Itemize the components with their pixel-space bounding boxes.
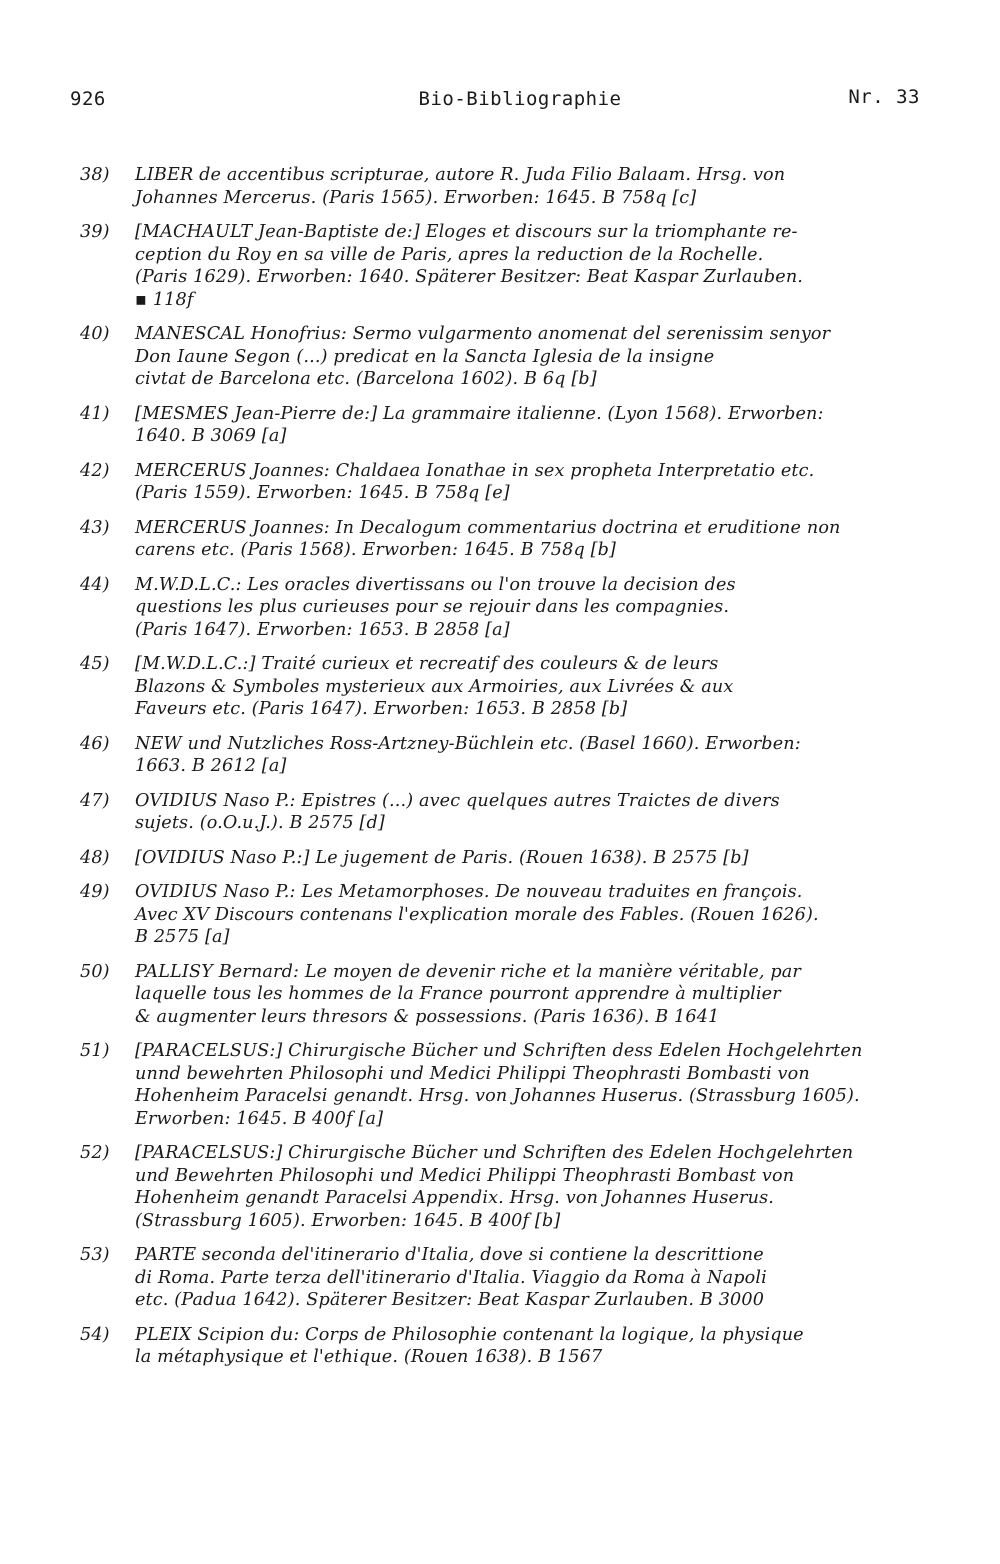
entry-text: [PARACELSUS:] Chirurgische Bücher und Schriften dess Edelen Hochgelehrten unnd bewehrten Philosophi und Medici Philippi Theophrasti Bombasti von Hohenheim Paracelsi genandt. Hrsg. von Johannes Huserus. (Strassburg 1605). Erworben: 1645. B 400f [a] <box>135 1041 863 1129</box>
bibliography-entry <box>80 460 960 505</box>
entry-number: 49) <box>80 882 110 902</box>
page-number: 926 <box>70 88 106 110</box>
running-title: Bio-Bibliographie <box>418 88 622 110</box>
entry-number: 52) <box>80 1143 110 1163</box>
entry-text: [PARACELSUS:] Chirurgische Bücher und Schriften des Edelen Hochgelehrten und Bewehrten Philosophi und Medici Philippi Theophrasti Bombast von Hohenheim genandt Paracelsi Appendix. Hrsg. von Johannes Huserus. (Strassburg 1605). Erworben: 1645. B 400f [b] <box>135 1143 854 1231</box>
entry-number: 46) <box>80 733 110 754</box>
entry-number: 53) <box>80 1245 110 1265</box>
bibliography-entry <box>80 961 960 1029</box>
page-header <box>70 88 930 118</box>
bibliography-entry <box>80 733 960 778</box>
entry-text: M.W.D.L.C.: Les oracles divertissans ou l'on trouve la decision des questions les plus curieuses pour se rejouir dans les compagnies. (Paris 1647). Erworben: 1653. B 2858 [a] <box>135 574 736 640</box>
bibliography-list <box>80 164 960 1381</box>
entry-text: OVIDIUS Naso P.: Les Metamorphoses. De nouveau traduites en françois. Avec XV Discours contenans l'explication morale des Fables. (Rouen 1626). B 2575 [a] <box>135 882 819 947</box>
bibliography-entry <box>80 164 960 209</box>
bibliography-entry <box>80 517 960 562</box>
entry-text: MANESCAL Honofrius: Sermo vulgarmento anomenat del serenissim senyor Don Iaune Segon (...) predicat en la Sancta Iglesia de la insigne civtat de Barcelona etc. (Barcelona 1602). B 6q [b] <box>135 324 831 389</box>
entry-text: [OVIDIUS Naso P.:] Le jugement de Paris. (Rouen 1638). B 2575 [b] <box>135 847 749 868</box>
bibliography-entry <box>80 847 960 870</box>
entry-number: 48) <box>80 847 110 868</box>
entry-text: LIBER de accentibus scripturae, autore R. Juda Filio Balaam. Hrsg. von Johannes Mercerus. (Paris 1565). Erworben: 1645. B 758q [c] <box>135 165 786 208</box>
bibliography-entry <box>80 1324 960 1369</box>
bibliography-entry <box>80 653 960 721</box>
section-number: Nr. 33 <box>848 86 920 108</box>
entry-number: 40) <box>80 324 110 344</box>
entry-number: 39) <box>80 222 110 242</box>
entry-text: PALLISY Bernard: Le moyen de devenir riche et la manière véritable, par laquelle tous les hommes de la France pourront apprendre à multiplier & augmenter leurs thresors & possessions. (Paris 1636). B 1641 <box>135 961 801 1027</box>
bibliography-entry <box>80 1142 960 1232</box>
bibliography-entry <box>80 221 960 311</box>
entry-number: 42) <box>80 460 110 481</box>
entry-text: OVIDIUS Naso P.: Epistres (...) avec quelques autres Traictes de divers sujets. (o.O.u.J.). B 2575 [d] <box>135 790 780 833</box>
entry-number: 51) <box>80 1041 110 1061</box>
entry-text: MERCERUS Joannes: Chaldaea Ionathae in sex propheta Interpretatio etc. (Paris 1559). Erworben: 1645. B 758q [e] <box>135 460 815 503</box>
entry-number: 43) <box>80 517 110 538</box>
entry-text: [MESMES Jean-Pierre de:] La grammaire italienne. (Lyon 1568). Erworben: 1640. B 3069 [a] <box>135 403 824 446</box>
entry-text: PLEIX Scipion du: Corps de Philosophie contenant la logique, la physique la métaphysique et l'ethique. (Rouen 1638). B 1567 <box>135 1324 804 1367</box>
entry-number: 50) <box>80 961 110 982</box>
entry-number: 44) <box>80 574 110 595</box>
entry-number: 47) <box>80 790 110 811</box>
entry-number: 45) <box>80 654 110 674</box>
bibliography-entry <box>80 403 960 448</box>
bibliography-entry <box>80 881 960 949</box>
entry-text: [M.W.D.L.C.:] Traité curieux et recreatif des couleurs & de leurs Blazons & Symboles mysterieux aux Armoiries, aux Livrées & aux Faveurs etc. (Paris 1647). Erworben: 1653. B 2858 [b] <box>135 654 734 719</box>
entry-text: NEW und Nutzliches Ross-Artzney-Büchlein etc. (Basel 1660). Erworben: 1663. B 2612 [a] <box>135 733 801 776</box>
entry-text: MERCERUS Joannes: In Decalogum commentarius doctrina et eruditione non carens etc. (Paris 1568). Erworben: 1645. B 758q [b] <box>135 517 841 560</box>
bibliography-entry <box>80 574 960 642</box>
bibliography-entry <box>80 323 960 391</box>
bibliography-entry <box>80 1040 960 1130</box>
entry-number: 41) <box>80 403 110 424</box>
bibliography-entry <box>80 1244 960 1312</box>
bibliography-entry <box>80 790 960 835</box>
entry-text: [MACHAULT Jean-Baptiste de:] Eloges et discours sur la triomphante re- ception du Roy en sa ville de Paris, apres la reduction de la Rochelle. (Paris 1629). Erworben: 1640. Späterer Besitzer: Beat Kaspar Zurlauben. ▪ 118f <box>135 222 804 310</box>
entry-number: 54) <box>80 1324 110 1345</box>
entry-number: 38) <box>80 165 110 185</box>
entry-text: PARTE seconda del'itinerario d'Italia, dove si contiene la descrittione di Roma. Parte terza dell'itinerario d'Italia. Viaggio da Roma à Napoli etc. (Padua 1642). Späterer Besitzer: Beat Kaspar Zurlauben. B 3000 <box>135 1245 767 1310</box>
